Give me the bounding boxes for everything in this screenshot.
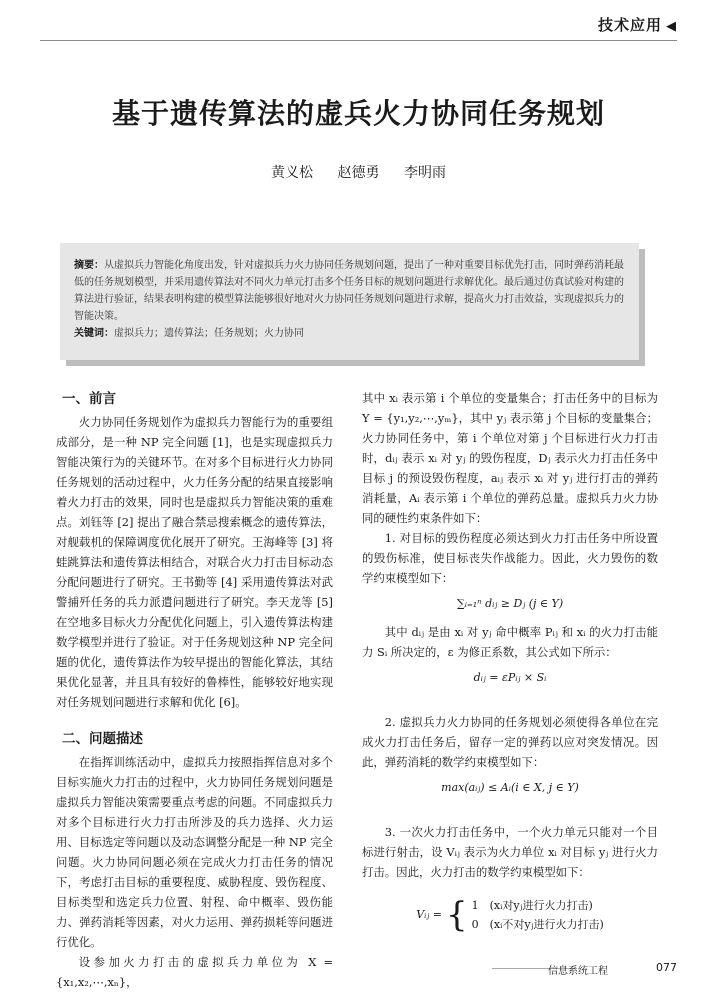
paragraph: 1. 对目标的毁伤程度必须达到火力打击任务中所设置的毁伤标准，使目标丧失作战能力。因此，火力毁伤的数学约束模型如下： [362,531,658,585]
abstract-label: 摘要： [74,260,104,271]
article-title: 基于遗传算法的虚兵火力协同任务规划 [111,97,605,130]
author: 李明雨 [403,165,446,181]
author-list [0,162,717,182]
paragraph: 其中 dᵢⱼ 是由 xᵢ 对 yⱼ 命中概率 Pᵢⱼ 和 xᵢ 的火力打击能力 Sᵢ 所决定的，ε 为修正系数，其公式如下所示： [362,625,658,659]
section-tag [598,14,677,35]
left-column [56,388,333,992]
paragraph: 设参加火力打击的虚拟兵力单位为 X = {x₁,x₂,⋯,xₙ}， [56,955,333,989]
page-number: 077 [656,961,677,974]
keywords-label: 关键词： [74,328,114,339]
paragraph: 火力协同任务规划作为虚拟兵力智能行为的重要组成部分，是一种 NP 完全问题 [1]，也是实现虚拟兵力智能决策行为的关键环节。在对多个目标进行火力协同任务规划的活动过程中，火力任务分配的结果直接影响着火力打击的效果，同时也是虚拟兵力智能决策的重难点。刘钰等 [2] 提出了融合禁忌搜索概念的遗传算法，对舰载机的保障调度优化展开了研究。王海峰等 [3] 将蛙跳算法和遗传算法相结合，对联合火力打击目标动态分配问题进行了研究。王书勤等 [4] 采用遗传算法对武警捕歼任务的兵力派遣问题进行了研究。李天龙等 [5] 在空地多目标火力分配优化问题上，引入遗传算法构建数学模型并进行了验证。对于任务规划这种 NP 完全问题的优化，遗传算法作为较早提出的智能化算法，其结果优化显著，并且具有较好的鲁棒性，能够较好地实现对任务规划问题进行求解和优化 [6]。 [56,415,333,709]
journal-name: 信息系统工程 [548,966,608,977]
triangle-left-icon: ◀ [666,19,677,34]
paragraph: 2. 虚拟兵力火力协同的任务规划必须使得各单位在完成火力打击任务后，留存一定的弹药以应对突发情况。因此，弹药消耗的数学约束模型如下： [362,715,658,769]
brace-icon: { [446,895,468,935]
author: 黄义松 [271,165,314,181]
abstract [74,257,625,325]
author: 赵德勇 [337,165,380,181]
section-heading: 一、前言 [62,391,116,407]
formula-dij: dᵢⱼ = εPᵢⱼ × Sᵢ [473,671,547,684]
keywords [74,325,625,342]
formula-damage: ∑ᵢ₌₁ⁿ dᵢⱼ ≥ Dⱼ (j ∈ Y) [456,597,564,610]
paragraph: 在指挥训练活动中，虚拟兵力按照指挥信息对多个目标实施火力打击的过程中，火力协同任务规划问题是虚拟兵力智能决策需要重点考虑的问题。不同虚拟兵力对多个目标进行火力打击所涉及的兵力选择、火力运用、目标选定等问题以及动态调整分配是一种 NP 完全问题。火力协同问题必须在完成火力打击任务的情况下，考虑打击目标的重要程度、威胁程度、毁伤程度、目标类型和选定兵力位置、射程、命中概率、毁伤能力、弹药消耗等因素，对火力运用、弹药损耗等问题进行优化。 [56,755,333,949]
formula-vij-lhs: Vᵢⱼ = [416,908,442,921]
formula-vij [362,896,658,934]
section-label: 技术应用 [597,16,662,34]
abstract-text: 从虚拟兵力智能化角度出发，针对虚拟兵力火力协同任务规划问题，提出了一种对重要目标优先打击，同时弹药消耗最低的任务规划模型，并采用遗传算法对不同火力单元打击多个任务目标的规划问题进行求解优化。最后通过仿真试验对构建的算法进行验证，结果表明构建的模型算法能够很好地对火力协同任务规划问题进行求解，提高火力打击效益，实现虚拟兵力的智能决策。 [74,260,624,322]
paragraph: 其中 xᵢ 表示第 i 个单位的变量集合；打击任务中的目标为 Y = {y₁,y₂,⋯,yₘ}，其中 yⱼ 表示第 j 个目标的变量集合；火力协同任务中，第 i 个单位对第 j 个目标进行火力打击时，dᵢⱼ 表示 xᵢ 对 yⱼ 的毁伤程度，Dⱼ 表示火力打击任务中目标 j 的预设毁伤程度，aᵢⱼ 表示 xᵢ 对 yⱼ 进行打击的弹药消耗量，Aᵢ 表示第 i 个单位的弹药总量。虚拟兵力火力协同的硬性约束条件如下： [362,391,658,525]
section-heading: 二、问题描述 [62,731,143,747]
case-one: 1 (xᵢ对yⱼ进行火力打击) [471,899,593,912]
case-zero: 0 (xᵢ不对yⱼ进行火力打击) [471,918,604,931]
formula-vij-cases [472,896,604,934]
abstract-box [60,243,639,360]
formula-ammo: max(aᵢⱼ) ≤ Aᵢ(i ∈ X, j ∈ Y) [441,781,579,794]
right-column [362,388,658,934]
header-rule [40,40,677,41]
paragraph: 3. 一次火力打击任务中，一个火力单元只能对一个目标进行射击，设 Vᵢⱼ 表示为火力单位 xᵢ 对目标 yⱼ 进行火力打击。因此，火力打击的数学约束模型如下： [362,825,658,879]
keywords-text: 虚拟兵力；遗传算法；任务规划；火力协同 [114,328,304,339]
